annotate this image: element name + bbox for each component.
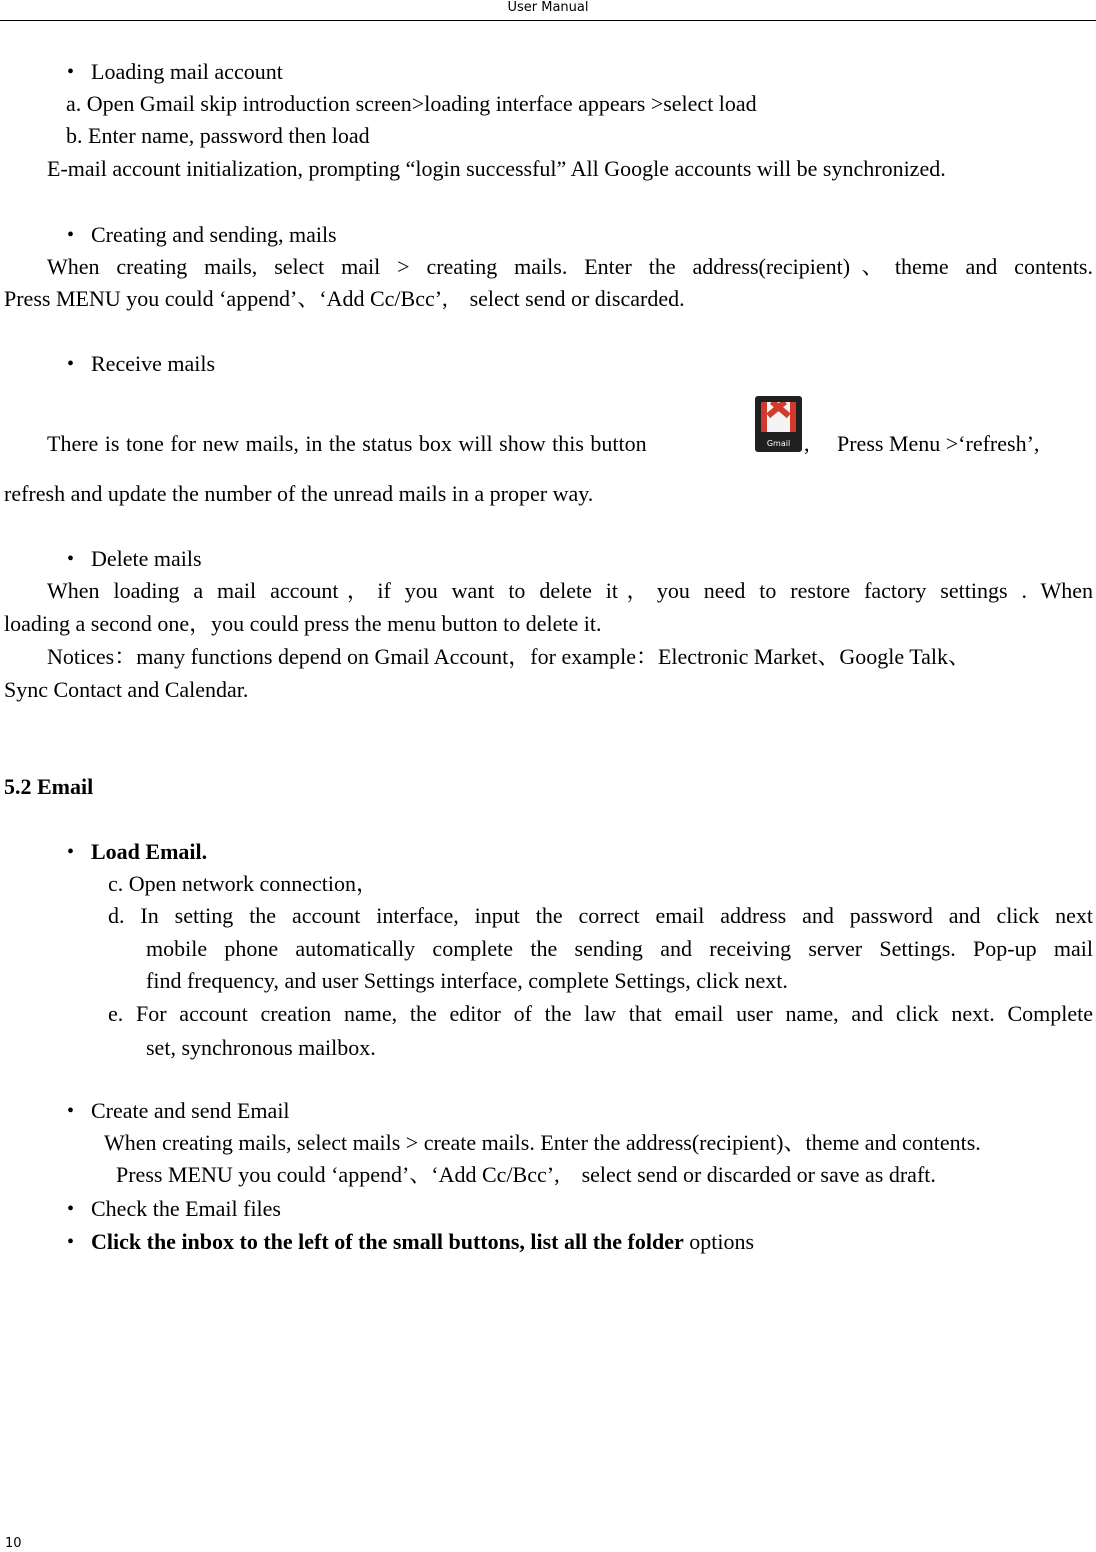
- notices-line1: Notices：many functions depend on Gmail Account，for example：Electronic Market、Google Talk、: [47, 644, 971, 669]
- bullet-dot: •: [67, 224, 75, 246]
- envelope-shape: [761, 402, 796, 432]
- initialization-text: E-mail account initialization, prompting “login successful” All Google accounts will be synchronized.: [47, 156, 946, 181]
- step-e-line1: e. For account creation name, the editor of the law that email user name, and click next. Complete: [108, 1001, 1093, 1026]
- bullet-create-send-email: Create and send Email: [91, 1098, 290, 1123]
- click-inbox-bold-text: Click the inbox to the left of the small buttons, list all the folder: [91, 1229, 684, 1254]
- bullet-click-inbox: [91, 1228, 754, 1256]
- page-number: 10: [5, 1536, 22, 1551]
- step-d-line2: mobile phone automatically complete the sending and receiving server Settings. Pop-up mail: [146, 936, 1093, 961]
- step-a-text: a. Open Gmail skip introduction screen>loading interface appears >select load: [66, 91, 757, 116]
- receive-paragraph-line1-start: There is tone for new mails, in the status box will show this button: [47, 431, 647, 456]
- bullet-dot: •: [67, 841, 75, 863]
- step-b-text: b. Enter name, password then load: [66, 123, 370, 148]
- bullet-receive-mails: Receive mails: [91, 351, 216, 376]
- step-e-line2: set, synchronous mailbox.: [146, 1035, 376, 1060]
- bullet-dot: •: [67, 1231, 75, 1253]
- bullet-load-email: Load Email.: [91, 839, 208, 864]
- notices-line2: Sync Contact and Calendar.: [4, 677, 249, 702]
- click-inbox-normal-text: options: [683, 1229, 755, 1254]
- creating-paragraph-line2: Press MENU you could ‘append’、‘Add Cc/Bcc’, select send or discarded.: [4, 286, 685, 311]
- bullet-dot: •: [67, 1100, 75, 1122]
- create-email-line1: When creating mails, select mails > create mails. Enter the address(recipient)、theme and contents.: [104, 1130, 981, 1155]
- gmail-icon-label: Gmail: [766, 439, 791, 448]
- page-header: User Manual: [0, 0, 1096, 21]
- gmail-icon: [755, 396, 802, 452]
- bullet-delete-mails: Delete mails: [91, 546, 202, 571]
- delete-paragraph-line1: When loading a mail account，if you want to delete it，you need to restore factory settings . When: [47, 578, 1093, 603]
- bullet-dot: •: [67, 1198, 75, 1220]
- bullet-check-email-files: Check the Email files: [91, 1196, 281, 1221]
- bullet-creating-sending: Creating and sending, mails: [91, 222, 337, 247]
- creating-paragraph-line1: When creating mails, select mail > creating mails. Enter the address(recipient)、theme and contents.: [47, 254, 1093, 279]
- create-email-line2: Press MENU you could ‘append’、‘Add Cc/Bcc’, select send or discarded or save as draft.: [116, 1162, 936, 1187]
- section-heading-email: 5.2 Email: [4, 774, 94, 799]
- bullet-dot: •: [67, 353, 75, 375]
- step-d-line1: d. In setting the account interface, input the correct email address and password and click next: [108, 903, 1093, 928]
- receive-paragraph-line2: refresh and update the number of the unread mails in a proper way.: [4, 481, 594, 506]
- receive-paragraph-line1-end: , Press Menu >‘refresh’,: [804, 431, 1040, 456]
- step-c-text: c. Open network connection，: [108, 871, 379, 896]
- bullet-loading-mail-account: Loading mail account: [91, 59, 283, 84]
- bullet-dot: •: [67, 548, 75, 570]
- step-d-line3: find frequency, and user Settings interface, complete Settings, click next.: [146, 968, 788, 993]
- delete-paragraph-line2: loading a second one，you could press the menu button to delete it.: [4, 611, 602, 636]
- bullet-dot: •: [67, 61, 75, 83]
